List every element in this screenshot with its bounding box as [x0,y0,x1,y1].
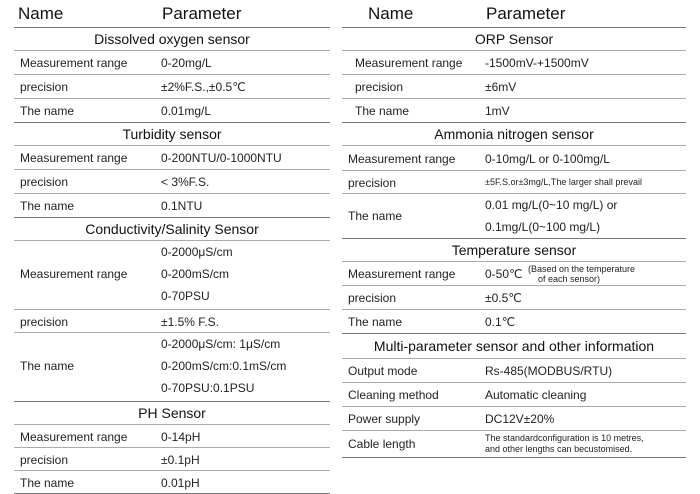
table-row [342,193,686,238]
table-row [342,285,686,309]
row-key: The name [20,476,75,490]
row-value: ±1.5% F.S. [161,315,219,329]
table-row [342,406,686,430]
row-key: Measurement range [20,56,128,70]
row-value: 0.01pH [161,476,200,490]
row-value: ±2%F.S.,±0.5℃ [161,80,246,94]
table-row [14,169,330,193]
table-row [14,50,330,74]
table-row [14,240,330,309]
table-header [14,0,330,27]
header-name: Name [368,4,414,23]
row-value: 0-70PSU [161,289,210,303]
row-key: The name [20,199,75,213]
table-row [14,332,330,401]
row-key: precision [20,453,69,467]
row-key: The name [348,315,403,329]
table-row [14,447,330,470]
row-key: Cleaning method [348,388,439,402]
table-row [14,424,330,447]
row-value: 0-200mS/cm [161,267,230,281]
row-key: precision [348,176,397,190]
table-row [14,145,330,169]
table-header [342,0,686,27]
table-bottom-border [342,457,686,458]
table-row [342,382,686,406]
row-value: 0-20mg/L [161,56,212,70]
table-row [342,309,686,333]
table-row [342,98,686,122]
table-row [14,309,330,332]
table-row [342,50,686,74]
range-note-line-1: (Based on the temperature [528,264,636,274]
row-value: DC12V±20% [485,412,555,426]
row-value: 0-200mS/cm:0.1mS/cm [161,359,287,373]
table-row [14,98,330,122]
section-title-multi-parameter: Multi-parameter sensor and other information [342,333,686,358]
table-row [342,261,686,285]
right-parameter-table [342,0,686,458]
section-title-ammonia: Ammonia nitrogen sensor [342,122,686,145]
row-value: 0.01mg/L [161,104,212,118]
row-value: 0-70PSU:0.1PSU [161,381,255,395]
section-title-orp: ORP Sensor [342,27,686,50]
row-key: Measurement range [355,56,463,70]
row-key: The name [20,359,75,373]
row-value: ±0.1pH [161,453,200,467]
row-value: 0-2000μS/cm [161,245,233,259]
row-value: 0-2000μS/cm: 1μS/cm [161,337,281,351]
row-key: Measurement range [20,267,128,281]
cable-note-line-2: and other lengths can becustomised. [485,444,633,454]
row-key: precision [20,315,69,329]
row-key: The name [348,209,403,223]
row-key: Measurement range [348,152,456,166]
row-value: 0.1NTU [161,199,203,213]
row-value: ±5F.S.or±3mg/L,The larger shall prevail [485,177,642,187]
row-value: ±6mV [485,80,517,94]
table-row [14,470,330,493]
section-title-conductivity: Conductivity/Salinity Sensor [14,217,330,240]
row-key: precision [20,80,69,94]
row-value: 0-200NTU/0-1000NTU [161,151,282,165]
section-title-temperature: Temperature sensor [342,238,686,261]
row-value: 0-10mg/L or 0-100mg/L [485,152,610,166]
row-value: 1mV [485,104,510,118]
row-value: ±0.5℃ [485,291,522,305]
row-value: 0.1℃ [485,315,516,329]
row-value: < 3%F.S. [161,175,210,189]
section-title-ph: PH Sensor [14,401,330,424]
range-note-line-2: of each sensor) [538,274,601,284]
row-key: The name [20,104,75,118]
row-value: 0.01 mg/L(0~10 mg/L) or [485,198,618,212]
header-parameter: Parameter [162,4,242,23]
row-key: precision [348,291,397,305]
header-name: Name [18,4,64,23]
row-key: precision [20,175,69,189]
table-row [342,145,686,170]
row-key: Measurement range [20,430,128,444]
section-title-dissolved-oxygen: Dissolved oxygen sensor [14,27,330,50]
table-row [342,430,686,457]
row-value: 0-50℃ [485,267,523,281]
row-value: Automatic cleaning [485,388,587,402]
cable-note-line-1: The standardconfiguration is 10 metres, [485,433,644,443]
table-row [342,74,686,98]
row-key: Cable length [348,437,416,451]
left-parameter-table [14,0,330,494]
row-key: Power supply [348,412,421,426]
row-key: Measurement range [348,267,456,281]
row-value: Rs-485(MODBUS/RTU) [485,364,613,378]
row-value: -1500mV-+1500mV [485,56,589,70]
section-title-turbidity: Turbidity sensor [14,122,330,145]
table-row [342,358,686,382]
row-value: 0-14pH [161,430,201,444]
row-key: The name [355,104,410,118]
row-key: Measurement range [20,151,128,165]
table-row [14,74,330,98]
table-row [14,193,330,217]
row-value: 0.1mg/L(0~100 mg/L) [485,220,601,234]
row-key: Output mode [348,364,418,378]
table-row [342,170,686,193]
row-key: precision [355,80,404,94]
header-parameter: Parameter [486,4,566,23]
